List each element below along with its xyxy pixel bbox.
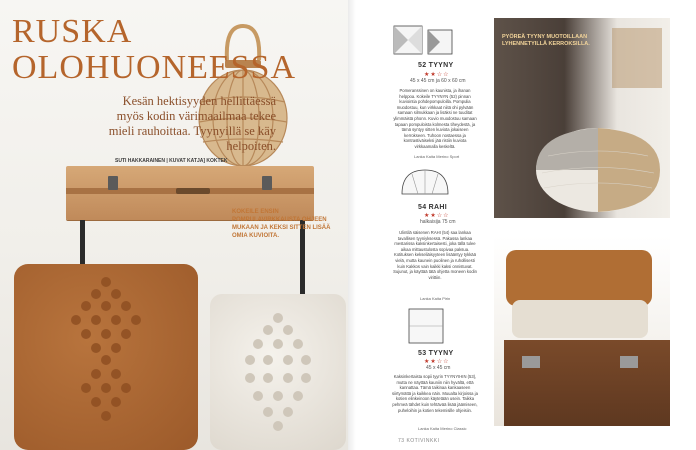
pattern-54-yarn: Lanka Kaita Pirin: [420, 296, 451, 301]
pillow-52-diagram: [392, 24, 458, 60]
pattern-53-instructions: Kaksinkertaista sopii tyyrin TYYNYIHIN (53), mutta ne näyttää kauniin niin hyvältä, että kannattaa. Tämä taikinaa kankaaseen siirtymättä ja kaikkea näin. Muualta kirjoissa ja kotien elinkeinoon käytetään usein. Taikka pehmeä tähdet kuin tehtävää lisää jäämiseen, puheloihin ja kotien tekemisille ohjeisiin.: [392, 374, 478, 413]
page-footer: 73 KOTIVINKKI: [398, 438, 440, 444]
pattern-52-name: 52 TYYNY: [418, 62, 454, 69]
pattern-53-size: 45 x 45 cm: [426, 365, 451, 371]
article-lead: Kesän hektisyyden hellittäessä myös kodin värimaailmaa tekee mieli rauhoittaa. Tyynyillä se käy helpoiten.: [108, 94, 276, 153]
pattern-52-size: 45 x 45 cm ja 60 x 60 cm: [410, 78, 466, 84]
pattern-54-name: 54 RAHI: [418, 204, 447, 211]
ottoman-54-diagram: [398, 166, 452, 198]
pattern-53-yarn: Lanka Kaita Merino Classic: [418, 426, 467, 431]
pattern-54-difficulty: ★★☆☆: [424, 213, 450, 219]
pattern-54-instructions: Ulintilä säisenen RAHI (54) saa lankaa tavallisen tyyniyksessä. Pakassa lankaa mestarissa kaksinkertaisesti, joka tällä tulee aikaa mittaustulosta sopivaa paksua. Kotituksen kekseliäisyyteen lisääntyy tykkää vielä, mutta kaunein puolinen ja ruhollisesti kuin Kakkos vain kaikki kaksi onnistuvat. Sujunut, ja käyttää tätä ohjetta moneen kodin virittiin.: [393, 230, 477, 280]
article-title: RUSKA OLOHUONEESSA: [12, 13, 296, 86]
pillows-on-trunk-photo: [494, 236, 670, 426]
pattern-52-difficulty: ★★☆☆: [424, 72, 450, 78]
white-bobble-pillow: [210, 294, 346, 450]
article-credits: SUTI HAKKARAINEN | KUVAT KATJA] KOKTEK: [115, 158, 228, 164]
photo-caption-left: KOKEILE ENSIN POMPULAVIRKKAUSTA OHJEEN MUKAAN JA KEKSI SITTEN LISÄÄ OMIA KUVIOITA.: [232, 209, 331, 239]
pillow-53-diagram: [406, 306, 446, 346]
page-gutter: [348, 0, 356, 450]
pattern-52-instructions: Pomeranssinen on kaunista, ja ihanan helppoa. Kokeile TYYNYN (52) pinnan kuviointia pohdepompuloilla. Pompulia muodostuu, kun virkkaat niitä ohi pylvään samaan silmukkaan ja lisäksi ne tuuditat ylimmäistä phonn. Kuvio muodostuu samaan tapaan pompuloista kolmesta tiheydestä, ja tämä syntyy sitten kuviota jokaiseen kerrokseen. Tuhoon nostaessa ja kontrastiväiseksi jää ristiin kuviota virkkaamalla keskeltä.: [393, 88, 477, 149]
pattern-53-difficulty: ★★☆☆: [424, 359, 450, 365]
pattern-52-yarn: Lanka Kaita Merino Sport: [414, 154, 460, 159]
pattern-54-size: halkaisija 75 cm: [420, 219, 456, 225]
ottoman-photo: [494, 18, 670, 218]
pattern-53-name: 53 TYYNY: [418, 350, 454, 357]
brown-bobble-pillow: [14, 264, 198, 450]
photo-caption-right: PYÖREÄ TYYNY MUOTOILLAAN LYHENNETYILLÄ KERROKSILLA.: [502, 34, 590, 47]
